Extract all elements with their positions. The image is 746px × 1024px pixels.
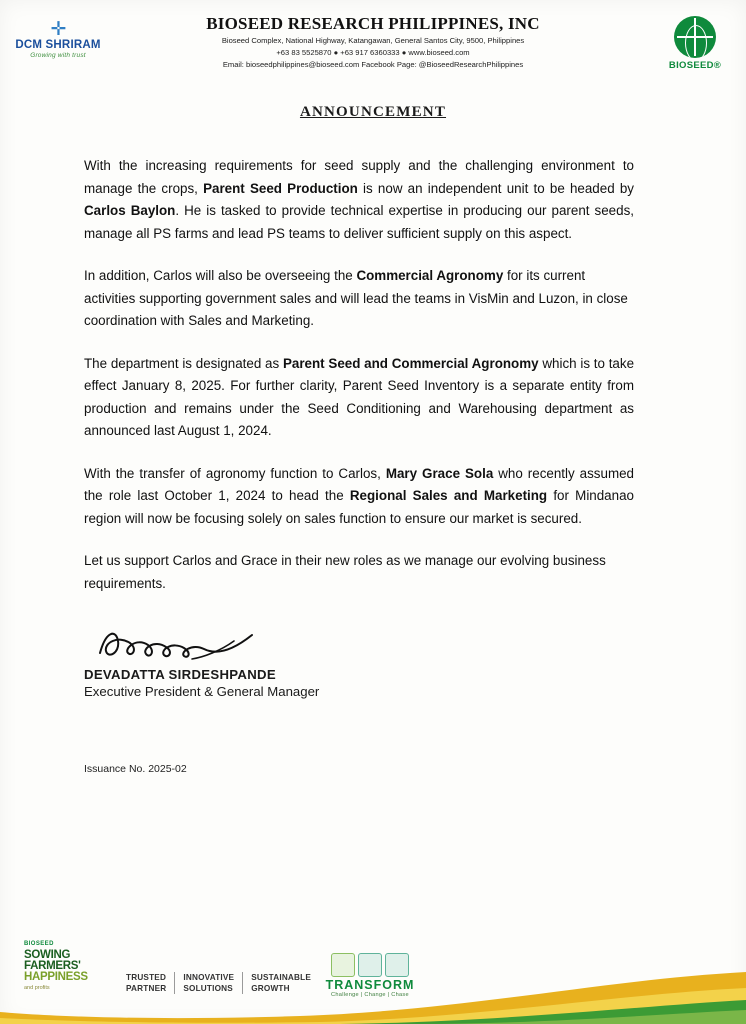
transform-logo xyxy=(316,949,424,998)
pillar-innovative-solutions xyxy=(174,972,242,994)
footer-brand-block xyxy=(24,935,319,994)
dcm-mark-icon: ✛ xyxy=(50,19,66,40)
bioseed-logo-name: BIOSEED® xyxy=(668,60,722,71)
body-text: for its current activities supporting government sales and will lead the teams in VisMin and Luzon, in close coordination with Sales and Marketing. xyxy=(84,268,628,328)
leaf-icon xyxy=(331,953,355,977)
bioseed-logo xyxy=(660,16,730,71)
company-identity xyxy=(120,14,626,70)
body-text: With the increasing requirements for seed supply and the challenging environment to manage the crops, xyxy=(84,158,634,196)
pillar-top: SUSTAINABLE xyxy=(251,973,312,982)
emphasis-text: Parent Seed and Commercial Agronomy xyxy=(282,355,539,371)
paragraph xyxy=(84,550,634,595)
dcm-logo-tagline: Growing with trust xyxy=(30,52,86,59)
paragraph xyxy=(84,155,634,245)
paragraph xyxy=(84,265,634,333)
paragraph xyxy=(84,353,634,443)
dcm-shriram-logo xyxy=(12,19,104,59)
body-text: who recently assumed the role last October 1, 2024 to head the xyxy=(84,465,634,503)
sowing-happiness-logo xyxy=(24,935,110,994)
dcm-logo-name: DCM SHRIRAM xyxy=(15,39,101,51)
transform-name: TRANSFORM xyxy=(325,978,415,992)
issuance-number: Issuance No. 2025-02 xyxy=(84,763,187,775)
signatory-name: DEVADATTA SIRDESHPANDE xyxy=(84,667,276,682)
sowing-line-1: SOWING xyxy=(24,949,71,961)
pillar-bottom: SOLUTIONS xyxy=(183,984,233,993)
signatory-role: Executive President & General Manager xyxy=(84,684,320,699)
pillar-top: INNOVATIVE xyxy=(183,973,235,982)
body-text: . He is tasked to provide technical expertise in producing our parent seeds, manage all PS farms and lead PS teams to deliver sufficient supply on this aspect. xyxy=(84,203,634,241)
body-text: With the transfer of agronomy function to Carlos, xyxy=(84,465,386,481)
body-text: The department is designated as xyxy=(84,355,283,371)
document-body xyxy=(84,155,634,595)
company-name: BIOSEED RESEARCH PHILIPPINES, INC xyxy=(206,14,540,33)
transform-tagline: Challenge | Change | Chase xyxy=(331,992,409,998)
emphasis-text: Carlos Baylon xyxy=(84,203,176,218)
brand-pillars xyxy=(120,972,319,994)
paragraph xyxy=(84,463,634,531)
body-text: In addition, Carlos will also be overseeing the xyxy=(84,268,357,283)
sowing-line-3: HAPPINESS xyxy=(24,971,88,983)
body-text: Let us support Carlos and Grace in their new roles as we manage our evolving business requirements. xyxy=(84,553,606,591)
body-text: for Mindanao region will now be focusing solely on sales function to ensure our market is secured. xyxy=(84,488,634,526)
company-contact: +63 83 5525870 ● +63 917 6360333 ● www.bioseed.com xyxy=(276,48,470,57)
globe-ring-icon xyxy=(685,25,707,58)
pillar-bottom: PARTNER xyxy=(126,984,167,993)
transform-icons xyxy=(316,949,424,977)
bar-chart-icon xyxy=(385,953,409,977)
company-email: Email: bioseedphilippines@bioseed.com Facebook Page: @BioseedResearchPhilippines xyxy=(222,60,524,69)
body-text: which is to take effect January 8, 2025. For further clarity, Parent Seed Inventory is a separate entity from production and remains under the Seed Conditioning and Warehousing department as announced last August 1, 2024. xyxy=(84,355,635,438)
letterhead xyxy=(0,0,746,86)
emphasis-text: Mary Grace Sola xyxy=(385,465,494,481)
gear-icon xyxy=(358,953,382,977)
pillar-bottom: GROWTH xyxy=(251,984,290,993)
sowing-subline: and profits xyxy=(24,985,50,991)
emphasis-text: Regional Sales and Marketing xyxy=(349,488,548,503)
emphasis-text: Commercial Agronomy xyxy=(356,268,504,283)
company-address: Bioseed Complex, National Highway, Katangawan, General Santos City, 9500, Philippines xyxy=(221,36,525,45)
globe-icon xyxy=(674,16,716,58)
pillar-sustainable-growth xyxy=(242,972,319,994)
sowing-brand-label: BIOSEED xyxy=(24,941,54,947)
sowing-line-2: FARMERS' xyxy=(24,960,81,972)
footer xyxy=(0,920,746,1024)
page-title: ANNOUNCEMENT xyxy=(299,104,447,120)
signature-image xyxy=(92,621,292,665)
signature-block xyxy=(84,621,634,699)
emphasis-text: Parent Seed Production xyxy=(203,180,358,196)
pillar-trusted-partner xyxy=(120,972,174,994)
pillar-top: TRUSTED xyxy=(126,973,167,982)
body-text: is now an independent unit to be headed by xyxy=(357,180,634,196)
